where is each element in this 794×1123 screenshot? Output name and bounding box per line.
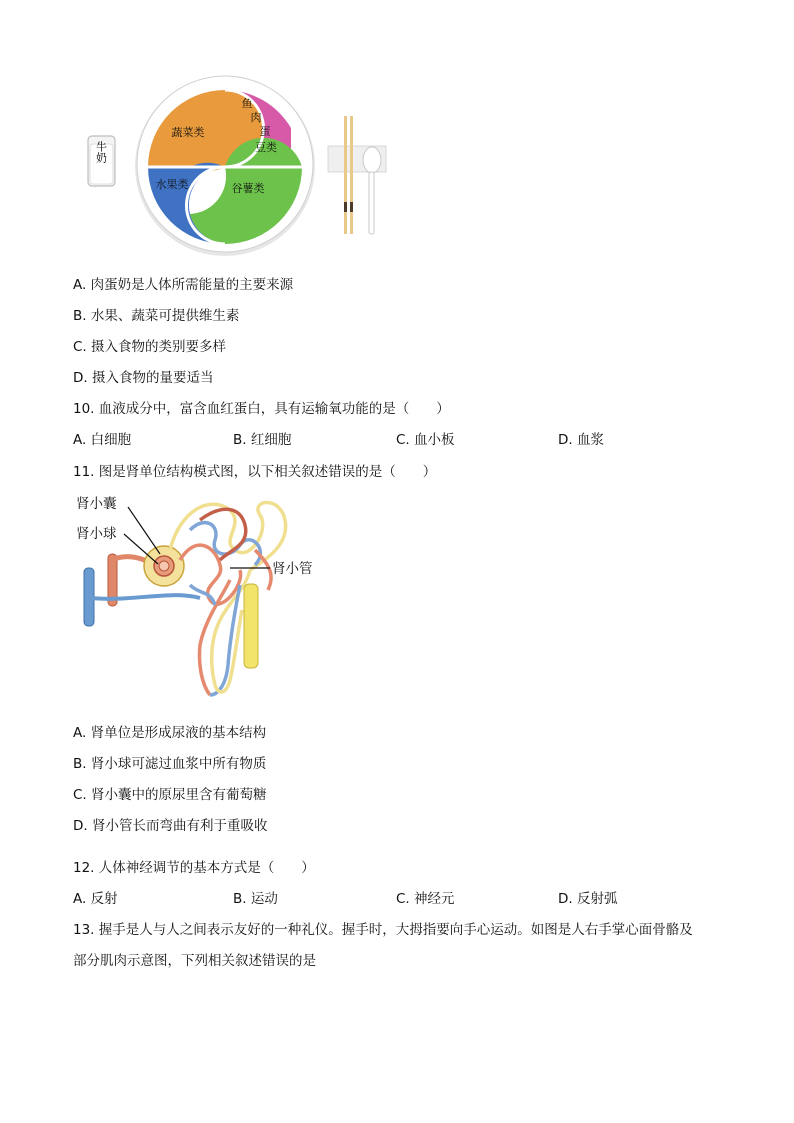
q9-option-d: D. 摄入食物的量要适当 (73, 370, 214, 386)
protein-label-2: 肉 (250, 111, 262, 124)
protein-label-3: 蛋 (259, 125, 271, 138)
plate (135, 76, 315, 256)
q11-option-b: B. 肾小球可滤过血浆中所有物质 (73, 756, 267, 772)
nephron-label-glomerulus: 肾小球 (76, 526, 117, 542)
fruits-label: 水果类 (155, 178, 189, 191)
q13-stem-line1: 13. 握手是人与人之间表示友好的一种礼仪。握手时，大拇指要向手心运动。如图是人右手掌心面骨骼及 (73, 922, 693, 938)
q9-option-c: C. 摄入食物的类别要多样 (73, 339, 227, 355)
protein-label-1: 鱼 (241, 97, 253, 110)
nephron-label-tubule: 肾小管 (272, 561, 313, 577)
q12-option-d: D. 反射弧 (558, 891, 618, 907)
q9-option-b: B. 水果、蔬菜可提供维生素 (73, 308, 240, 324)
grains-label: 谷薯类 (231, 182, 265, 195)
milk-label: 牛奶 (94, 141, 108, 163)
q10-option-c: C. 血小板 (396, 432, 455, 448)
q11-stem: 11. 图是肾单位结构模式图，以下相关叙述错误的是（ ） (73, 464, 437, 480)
q10-option-d: D. 血浆 (558, 432, 604, 448)
q9-option-a: A. 肉蛋奶是人体所需能量的主要来源 (73, 277, 294, 293)
q10-option-b: B. 红细胞 (233, 432, 292, 448)
q12-option-a: A. 反射 (73, 891, 118, 907)
q13-stem-line2: 部分肌肉示意图，下列相关叙述错误的是 (73, 953, 316, 969)
q11-option-c: C. 肾小囊中的原尿里含有葡萄糖 (73, 787, 267, 803)
chopsticks-spoon-icon (328, 116, 386, 234)
q10-option-a: A. 白细胞 (73, 432, 132, 448)
diet-plate-figure (80, 74, 400, 259)
renal-capsule (144, 546, 184, 586)
vegetables-label: 蔬菜类 (171, 126, 205, 139)
q12-option-b: B. 运动 (233, 891, 278, 907)
q11-option-d: D. 肾小管长而弯曲有利于重吸收 (73, 818, 268, 834)
collecting-duct (244, 584, 258, 668)
protein-label-4: 豆类 (255, 141, 277, 154)
q12-stem: 12. 人体神经调节的基本方式是（ ） (73, 860, 315, 876)
q12-option-c: C. 神经元 (396, 891, 455, 907)
nephron-label-capsule: 肾小囊 (76, 496, 117, 512)
nephron-figure (70, 490, 340, 710)
q11-option-a: A. 肾单位是形成尿液的基本结构 (73, 725, 267, 741)
q10-stem: 10. 血液成分中，富含血红蛋白，具有运输氧功能的是（ ） (73, 401, 450, 417)
convoluted-tubules (170, 503, 286, 696)
